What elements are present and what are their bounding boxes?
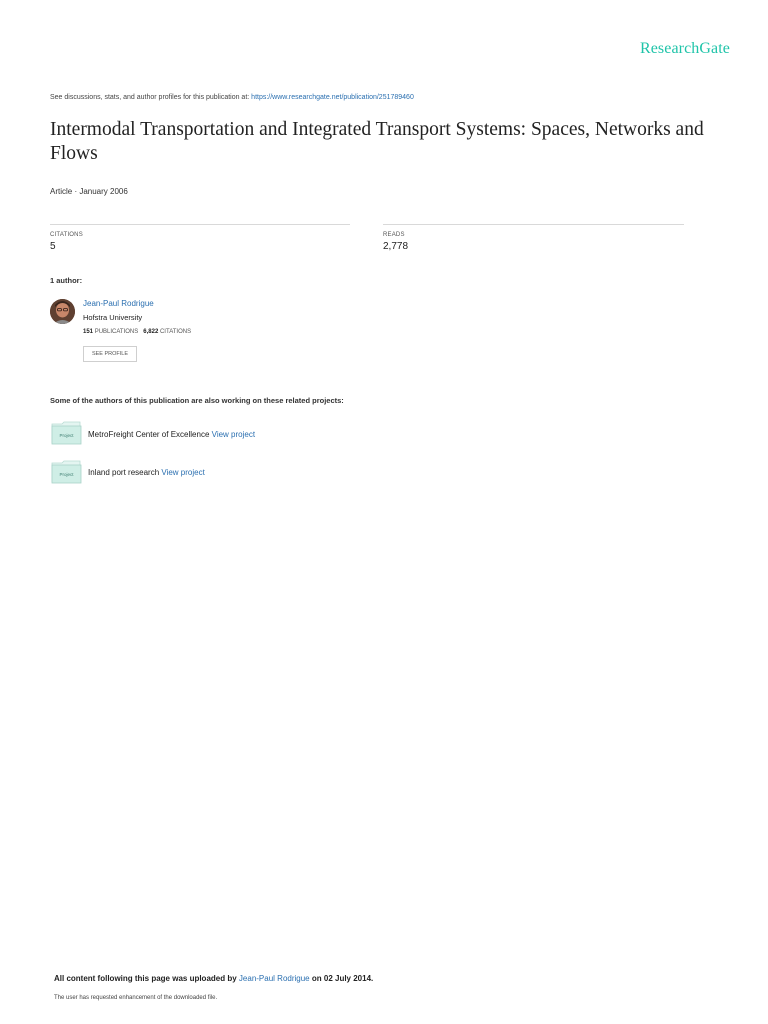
- publications-count: 151: [83, 329, 94, 335]
- author-affiliation: Hofstra University: [83, 313, 143, 322]
- reads-value: 2,778: [383, 241, 409, 252]
- author-citations-count: 6,822: [143, 329, 159, 335]
- avatar[interactable]: [50, 299, 75, 324]
- reads-divider: [383, 224, 684, 225]
- upload-suffix: on 02 July 2014.: [311, 974, 374, 983]
- author-name-link[interactable]: Jean-Paul Rodrigue: [83, 299, 154, 308]
- discussion-text: See discussions, stats, and author profiles for this publication at:: [50, 94, 252, 101]
- reads-label: READS: [383, 232, 405, 238]
- folder-icon: [51, 421, 82, 445]
- discussion-line: [50, 94, 414, 101]
- view-project-link[interactable]: View project: [211, 430, 256, 439]
- article-meta: Article · January 2006: [50, 187, 128, 196]
- publication-url-link[interactable]: https://www.researchgate.net/publication/251789460: [251, 94, 414, 101]
- see-profile-button[interactable]: SEE PROFILE: [83, 346, 137, 362]
- uploader-link[interactable]: Jean-Paul Rodrigue: [238, 974, 310, 983]
- author-stats: [83, 329, 191, 335]
- authors-heading: 1 author:: [50, 276, 83, 285]
- project-name: Inland port research: [88, 468, 160, 477]
- upload-notice: [54, 974, 373, 983]
- author-photo-icon: [50, 299, 75, 324]
- project-folder-icon[interactable]: [51, 421, 82, 445]
- author-citations-label: CITATIONS: [159, 329, 192, 335]
- publications-label: PUBLICATIONS: [94, 329, 139, 335]
- citations-divider: [50, 224, 350, 225]
- related-projects-heading: Some of the authors of this publication are also working on these related projects:: [50, 396, 344, 405]
- citations-value: 5: [50, 241, 56, 252]
- project-icon-label: Project: [59, 433, 74, 438]
- folder-icon: [51, 460, 82, 484]
- project-item: [88, 468, 205, 477]
- view-project-link[interactable]: View project: [161, 468, 205, 477]
- project-icon-label: Project: [59, 472, 74, 477]
- researchgate-logo[interactable]: ResearchGate: [639, 40, 730, 57]
- upload-prefix: All content following this page was uploaded by: [54, 974, 237, 983]
- citations-label: CITATIONS: [50, 232, 83, 238]
- project-name: MetroFreight Center of Excellence: [88, 430, 210, 439]
- project-item: [88, 430, 255, 439]
- enhancement-note: The user has requested enhancement of the downloaded file.: [54, 995, 218, 1001]
- project-folder-icon[interactable]: [51, 460, 82, 484]
- publication-title: Intermodal Transportation and Integrated Transport Systems: Spaces, Networks and Flows: [50, 119, 704, 164]
